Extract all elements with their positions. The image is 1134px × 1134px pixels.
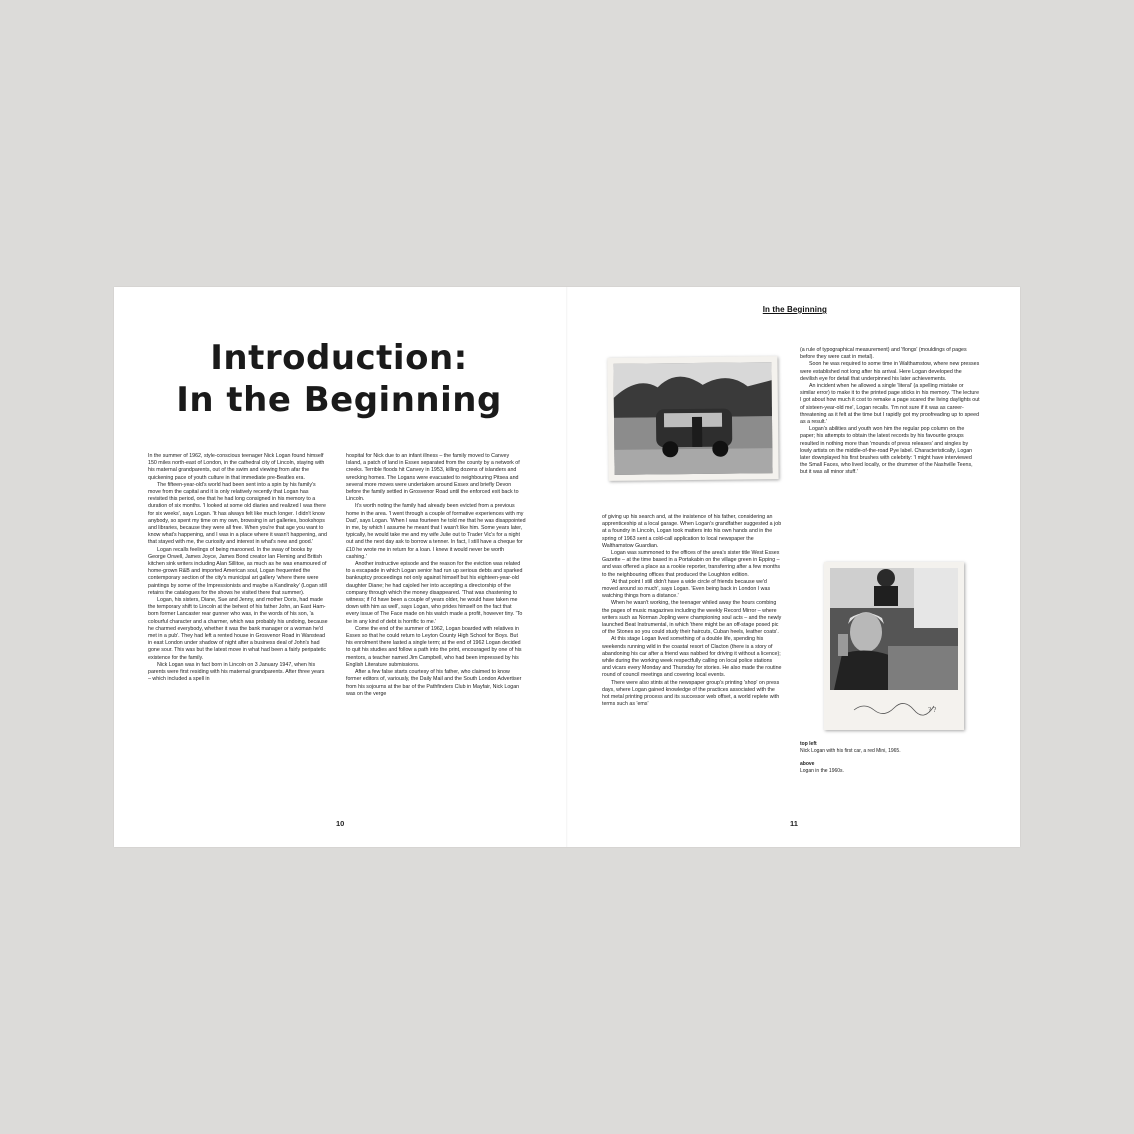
paragraph: Logan, his sisters, Diane, Sue and Jenny, and mother Doris, had made the temporary shift to Lincoln at the behest of his father John, an East Ham-born former Lancaster rear gunner who was, in the words of his son, 'a colourful character and a charmer, which was probably his undoing, because he charmed everybody, whether it was the bank manager or a woman he'd met in a pub'. They had left a rented house in Grosvenor Road in Wanstead in east London under shadow of night after a business deal of John's had gone sour. This was but the latest move in what had been a fairly peripatetic existence for the family. bbox=[148, 597, 328, 661]
paragraph: When he wasn't working, the teenager whiled away the hours combing the pages of music magazines including the weekly Record Mirror – where writers such as Norman Jopling were championing soul acts – and the newly launched Beat Instrumental, in which 'there might be an off-stage posed pic of the Stones so you could study their haircuts, Cuban heels, leather coats'. bbox=[602, 600, 782, 636]
paragraph: Logan's abilities and youth won him the regular pop column on the paper; his attempts to obtain the latest records by his favourite groups resulted in nothing more than 'mounds of press releases' and singles by lowly artists on the middle-of-the-road Pye label. Characteristically, Logan later downplayed his first brushes with celebrity: 'I might have interviewed the Small Faces, who lived locally, or the drummer of the Nashville Teens, but it was all minor stuff.' bbox=[800, 426, 973, 476]
photo-logan-portrait bbox=[824, 562, 964, 730]
title-line-1: Introduction: bbox=[210, 338, 468, 378]
paragraph: Come the end of the summer of 1962, Logan boarded with relatives in Essex so that he could return to Leyton County High School for Boys. But his enrolment there lasted a single term; at the end of 1962 Logan decided to quit his studies and follow a path into the print, encouraged by one of his mentors, a teacher named Jim Campbell, who had been impressed by his English Literature submissions. bbox=[346, 625, 522, 668]
page-number-right: 11 bbox=[790, 819, 798, 828]
text-column-2 bbox=[346, 453, 526, 698]
paragraph: (a rule of typographical measurement) and 'flongs' (mouldings of pages before they were cast in metal). bbox=[800, 347, 967, 361]
paragraph: Soon he was required to some time in Walthamstow, where new presses were established not long after his arrival. Here Logan developed the devilish eye for detail that underpinned his later achievements. bbox=[800, 361, 980, 382]
paragraph: At this stage Logan lived something of a double life, spending his weekends running wild in the coastal resort of Clacton (there is a story of abandoning his car after a friend was nabbed for driving it without a licence); while during the working week respectfully calling on local police stations and vicars every Monday and Thursday for stories. He also made the routine round of council meetings and covering local events. bbox=[602, 636, 782, 679]
photo-logan-portrait-image bbox=[824, 562, 964, 730]
page-number-left: 10 bbox=[336, 819, 345, 828]
book-spread bbox=[114, 287, 1020, 847]
text-column-4 bbox=[800, 347, 980, 477]
paragraph: There were also stints at the newspaper group's printing 'shop' on press days, where Logan gained knowledge of the practices associated with the hot metal printing process and its successor web offset, a world replete with terms such as 'ems' bbox=[602, 679, 780, 708]
paragraph: It's worth noting the family had already been evicted from a previous home in the area. 'I went through a couple of formative experiences with my Dad', says Logan. 'When I was fourteen he told me that he was disappointed in me, by which I assume he meant that I wasn't like him. Some years later, typically, he would take me and my wife Julie out to Trader Vic's for a night out and the next day ask to borrow a tenner. In fact, I still have a cheque for £10 he wrote me in return for a loan. I knew it would never be worth cashing.' bbox=[346, 503, 526, 560]
paragraph: hospital for Nick due to an infant illness – the family moved to Canvey Island, a patch of land in Essex separated from the county by a network of creeks. Terrible floods hit Canvey in 1953, killing dozens of islanders and wrecking homes. The Logans were evacuated to neighbouring Pitsea and several more moves were undertaken around Essex and briefly Devon before the family settled in Grosvenor Road until the enforced exit back to Lincoln. bbox=[346, 453, 520, 503]
running-head: In the Beginning bbox=[762, 305, 827, 314]
caption-above bbox=[800, 761, 844, 775]
photo-mini-car bbox=[607, 356, 778, 481]
paragraph: Logan was summoned to the offices of the area's sister title West Essex Gazette – at the time based in a Portakabin on the village green in Epping – and was offered a place as a rookie reporter, transferring after a few months to the neighbouring offices that produced the Loughton edition. bbox=[602, 550, 781, 578]
paragraph: 'At that point I still didn't have a wide circle of friends because we'd moved around so much', says Logan. 'Even being back in London I was watching things from a distance.' bbox=[602, 578, 771, 600]
caption-text: Logan in the 1960s. bbox=[800, 768, 844, 774]
paragraph: Nick Logan was in fact born in Lincoln on 3 January 1947, when his parents were first residing with his maternal grandparents. After three years – which included a spell in bbox=[148, 661, 325, 683]
page-title bbox=[154, 337, 524, 421]
paragraph: The fifteen-year-old's world had been sent into a spin by his family's move from the capital and it is only relatively recently that Logan has revisited this period, one that he had long consigned in his memory to a duration of six months. 'I looked at some old diaries and realized I was there for six weeks', says Logan. 'It has always felt like much longer. I didn't know anybody, so spent my time on my own, browsing in art galleries, bookshops and libraries, because they were all free. When you're that age you want to know what's happening, and I was in a place where it wasn't happening, and that stayed with me, the curiosity and interest in what's new and good.' bbox=[148, 481, 327, 546]
text-column-3 bbox=[602, 514, 782, 708]
paragraph: of giving up his search and, at the insistence of his father, considering an apprenticeship at a local garage. When Logan's grandfather suggested a job at a foundry in Lincoln, Logan took matters into his own hands and in the spring of 1963 sent a cold-call application to local newspaper the Walthamstow Guardian. bbox=[602, 514, 782, 549]
paragraph: After a few false starts courtesy of his father, who claimed to know former editors of, variously, the Daily Mail and the South London Advertiser from his sojourns at the bar of the Pathfinders Club in Mayfair, Nick Logan was on the verge bbox=[346, 669, 522, 697]
photo-mini-car-image bbox=[607, 356, 778, 481]
paragraph: An incident when he allowed a single 'literal' (a spelling mistake or similar error) to make it to the printed page sticks in his memory. 'The lecture I got about how much it cost to remake a page scared the living daylights out of sixteen-year-old me', Logan recalls. 'I'm not sure if it was as career-threatening as it felt at the time but I rapidly got my proofreading up to speed as a result.' bbox=[800, 383, 980, 426]
caption-text: Nick Logan with his first car, a red Mini, 1965. bbox=[800, 748, 901, 754]
caption-top-left bbox=[800, 741, 901, 755]
caption-label: top left bbox=[800, 741, 817, 747]
text-column-1 bbox=[148, 453, 328, 684]
page-gutter bbox=[566, 287, 568, 847]
svg-text:? ?: ? ? bbox=[928, 707, 937, 714]
paragraph: In the summer of 1962, style-conscious teenager Nick Logan found himself 150 miles north-east of London, in the cathedral city of Lincoln, staying with his maternal grandparents, out of the swim and viewing from afar the quickening pace of youth culture in that immediate pre-Beatles era. bbox=[148, 453, 325, 481]
paragraph: Another instructive episode and the reason for the eviction was related to a escapade in which Logan senior had run up serious debts and sparked bankruptcy proceedings not only against himself but his eighteen-year-old daughter Diane; he had cajoled her into accepting a directorship of the company through which the money disappeared. 'That was chastening to witness; if I'd have been a couple of years older, he would have taken me down with him as well', says Logan, who prides himself on the fact that every issue of The Face made on his watch made a profit, however tiny. 'To be in any kind of debt is horrific to me.' bbox=[346, 561, 523, 625]
title-line-2: In the Beginning bbox=[176, 380, 502, 420]
caption-label: above bbox=[800, 761, 815, 767]
paragraph: Logan recalls feelings of being marooned. In the sway of books by George Orwell, James Joyce, James Bond creator Ian Fleming and British kitchen sink writers including Alan Sillitoe, as much as he was enamoured of home-grown R&B and imported American soul, Logan frequented the contemporary section of the city's municipal art gallery 'where there were paintings by some of the Impressionists and maybe a Kandinsky' (Logan still retains the catalogues for the shows he visited there that summer). bbox=[148, 546, 327, 596]
